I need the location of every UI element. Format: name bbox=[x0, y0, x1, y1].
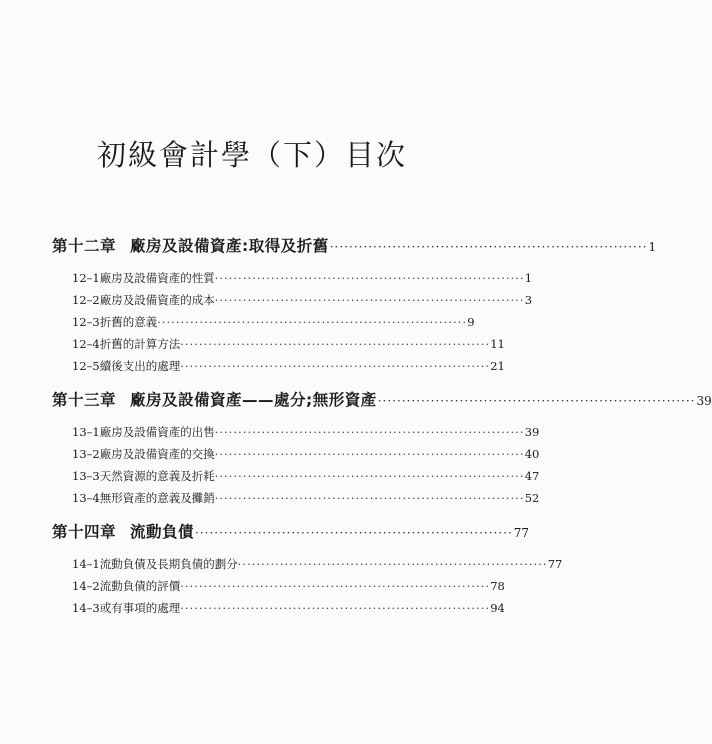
dot-leader: ·································································· bbox=[180, 602, 491, 615]
section-page: 47 bbox=[524, 469, 540, 483]
section-entry[interactable] bbox=[72, 600, 505, 616]
section-number: 13–2 bbox=[72, 447, 100, 461]
section-title: 無形資產的意義及攤銷 bbox=[99, 491, 215, 505]
dot-leader: ·································································· bbox=[214, 272, 525, 285]
section-entry[interactable] bbox=[72, 292, 533, 308]
section-number: 12–5 bbox=[72, 359, 100, 373]
chapter-heading[interactable] bbox=[52, 234, 657, 256]
dot-leader: ·································································· bbox=[214, 470, 525, 483]
section-page: 3 bbox=[524, 293, 533, 307]
chapter-page: 1 bbox=[648, 240, 657, 254]
dot-leader: ·································································· bbox=[214, 492, 525, 505]
section-page: 9 bbox=[467, 315, 475, 329]
section-title: 續後支出的處理 bbox=[99, 359, 181, 373]
section-title: 折舊的計算方法 bbox=[99, 337, 181, 351]
section-entry[interactable] bbox=[72, 358, 505, 374]
chapter-heading[interactable] bbox=[52, 388, 712, 410]
section-title: 廠房及設備資產的性質 bbox=[99, 271, 215, 285]
section-title: 流動負債及長期負債的劃分 bbox=[99, 557, 238, 571]
section-number: 12–4 bbox=[72, 337, 100, 351]
section-entry[interactable] bbox=[72, 270, 533, 286]
section-number: 14–2 bbox=[72, 579, 100, 593]
section-page: 78 bbox=[490, 579, 505, 593]
section-title: 折舊的意義 bbox=[99, 315, 158, 329]
section-entry[interactable] bbox=[72, 314, 475, 330]
section-number: 13–3 bbox=[72, 469, 100, 483]
section-page: 39 bbox=[524, 425, 540, 439]
section-entry[interactable] bbox=[72, 468, 540, 484]
section-entry[interactable] bbox=[72, 556, 563, 572]
dot-leader: ·································································· bbox=[180, 360, 491, 373]
page-title: 初級會計學（下）目次 bbox=[96, 138, 407, 173]
dot-leader: ·································································· bbox=[237, 558, 548, 571]
section-entry[interactable] bbox=[72, 578, 505, 594]
chapter-heading[interactable] bbox=[52, 520, 530, 542]
section-page: 94 bbox=[490, 601, 505, 615]
section-entry[interactable] bbox=[72, 336, 505, 352]
section-number: 14–1 bbox=[72, 557, 100, 571]
section-title: 天然資源的意義及折耗 bbox=[99, 469, 215, 483]
dot-leader: ·································································· bbox=[180, 338, 491, 351]
section-title: 廠房及設備資產的交換 bbox=[99, 447, 215, 461]
section-title: 或有事項的處理 bbox=[99, 601, 181, 615]
chapter-title: 流動負債 bbox=[130, 523, 195, 541]
dot-leader: ·································································· bbox=[195, 526, 513, 540]
chapter-number: 第十二章 bbox=[52, 237, 117, 255]
section-entry[interactable] bbox=[72, 490, 540, 506]
section-page: 1 bbox=[524, 271, 533, 285]
chapter-title: 廠房及設備資產:取得及折舊 bbox=[130, 237, 329, 255]
section-number: 12–1 bbox=[72, 271, 100, 285]
section-number: 13–1 bbox=[72, 425, 100, 439]
section-page: 40 bbox=[524, 447, 540, 461]
section-number: 14–3 bbox=[72, 601, 100, 615]
section-number: 12–3 bbox=[72, 315, 100, 329]
chapter-number: 第十三章 bbox=[52, 391, 117, 409]
dot-leader: ·································································· bbox=[214, 448, 525, 461]
dot-leader: ·································································· bbox=[377, 394, 696, 408]
chapter-number: 第十四章 bbox=[52, 523, 117, 541]
section-page: 77 bbox=[547, 557, 563, 571]
chapter-page: 77 bbox=[513, 526, 530, 540]
section-number: 13–4 bbox=[72, 491, 100, 505]
section-page: 11 bbox=[490, 337, 505, 351]
section-title: 流動負債的評價 bbox=[99, 579, 181, 593]
section-page: 21 bbox=[490, 359, 505, 373]
section-entry[interactable] bbox=[72, 446, 540, 462]
chapter-page: 39 bbox=[696, 394, 712, 408]
section-title: 廠房及設備資產的成本 bbox=[99, 293, 215, 307]
dot-leader: ·································································· bbox=[180, 580, 491, 593]
section-entry[interactable] bbox=[72, 424, 540, 440]
section-title: 廠房及設備資產的出售 bbox=[99, 425, 215, 439]
section-number: 12–2 bbox=[72, 293, 100, 307]
dot-leader: ·································································· bbox=[329, 240, 648, 254]
dot-leader: ·································································· bbox=[214, 426, 525, 439]
dot-leader: ·································································· bbox=[214, 294, 525, 307]
section-page: 52 bbox=[524, 491, 540, 505]
dot-leader: ·································································· bbox=[157, 316, 468, 329]
chapter-title: 廠房及設備資產——處分;無形資產 bbox=[130, 391, 377, 409]
